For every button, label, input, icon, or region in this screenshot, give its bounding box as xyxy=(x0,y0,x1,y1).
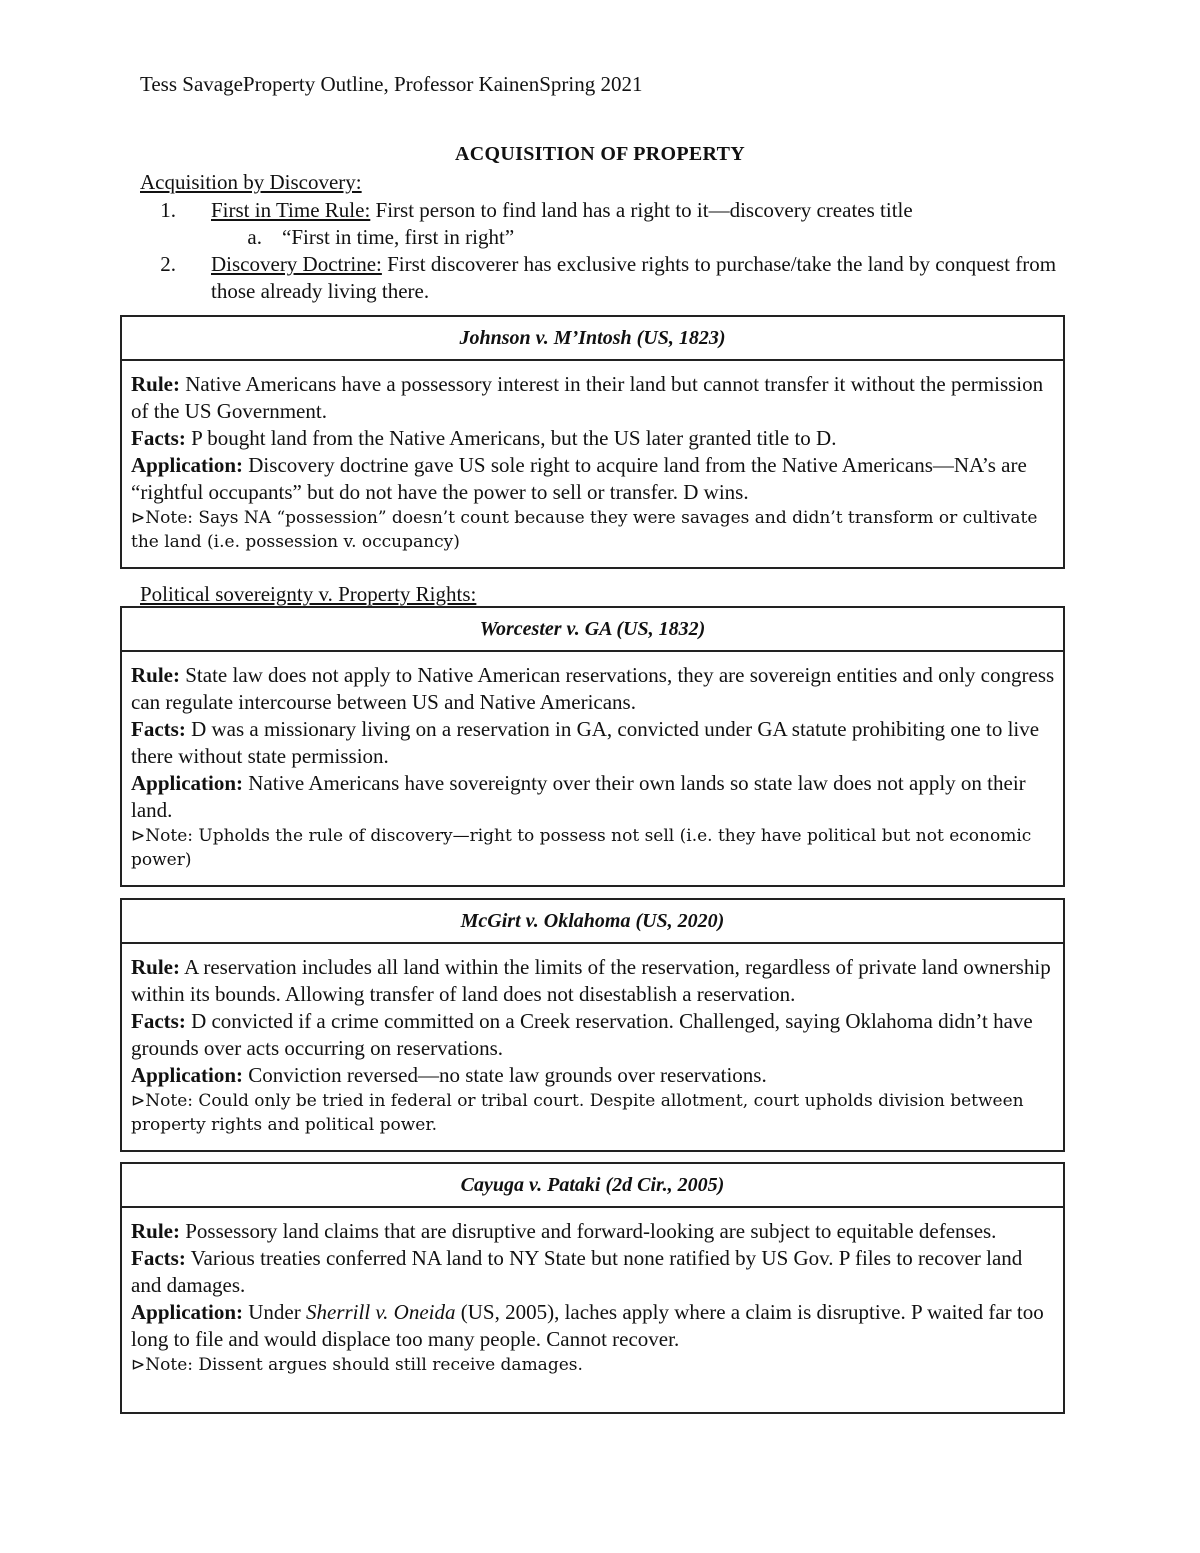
application-text-post: (US, 2005), laches apply where a claim is disruptive. P waited far too long to file and would displace too many people. Cannot recover. xyxy=(131,1300,1044,1351)
facts-text: D convicted if a crime committed on a Creek reservation. Challenged, saying Oklahoma didn’t have grounds over acts occurring on reservations. xyxy=(131,1009,1033,1060)
case-note xyxy=(131,506,1055,554)
note-text: Note: Could only be tried in federal or tribal court. Despite allotment, court upholds division between property rights and political power. xyxy=(131,1091,1024,1135)
note-marker-icon: ⊳ xyxy=(131,1355,146,1375)
case-rule xyxy=(131,1218,1055,1245)
rule-text: State law does not apply to Native American reservations, they are sovereign entities and only congress can regulate intercourse between US and Native Americans. xyxy=(131,663,1055,714)
sovereignty-section-label: Political sovereignty v. Property Rights: xyxy=(140,582,477,606)
list-number: 2. xyxy=(160,252,176,276)
discovery-section-label: Acquisition by Discovery: xyxy=(140,170,362,194)
rule-label: Rule: xyxy=(131,372,180,396)
list-item-text xyxy=(211,251,1060,305)
facts-label: Facts: xyxy=(131,1009,186,1033)
case-facts xyxy=(131,425,1055,452)
case-rule xyxy=(131,662,1055,716)
note-marker-icon: ⊳ xyxy=(131,1091,146,1111)
case-body xyxy=(122,361,1063,562)
application-text: Discovery doctrine gave US sole right to acquire land from the Native Americans—NA’s are “rightful occupants” but do not have the power to sell or transfer. D wins. xyxy=(131,453,1027,504)
header-course: Property Outline, Professor Kainen xyxy=(242,72,540,96)
note-marker-icon: ⊳ xyxy=(131,826,146,846)
case-facts xyxy=(131,1245,1055,1299)
case-rule xyxy=(131,371,1055,425)
application-text: Native Americans have sovereignty over their own lands so state law does not apply on their land. xyxy=(131,771,1026,822)
application-text: Conviction reversed—no state law grounds over reservations. xyxy=(243,1063,767,1087)
case-body xyxy=(122,944,1063,1145)
rule-text: Possessory land claims that are disruptive and forward-looking are subject to equitable defenses. xyxy=(180,1219,997,1243)
discovery-list xyxy=(140,197,1060,305)
rule-label: Rule: xyxy=(131,955,180,979)
case-note xyxy=(131,1353,1055,1377)
application-label: Application: xyxy=(131,1300,244,1324)
list-description: First person to find land has a right to it—discovery creates title xyxy=(370,198,913,222)
case-box-johnson xyxy=(120,315,1065,569)
facts-text: Various treaties conferred NA land to NY State but none ratified by US Gov. P files to recover land and damages. xyxy=(131,1246,1023,1297)
case-title: Johnson v. M’Intosh (US, 1823) xyxy=(122,317,1063,361)
header-author: Tess Savage xyxy=(140,72,243,96)
application-text-pre: Under xyxy=(243,1300,306,1324)
list-item xyxy=(140,251,1060,305)
facts-label: Facts: xyxy=(131,426,186,450)
case-rule xyxy=(131,954,1055,1008)
list-subitem-text: “First in time, first in right” xyxy=(282,225,515,249)
case-application xyxy=(131,1062,1055,1089)
case-application xyxy=(131,452,1055,506)
list-item-text xyxy=(211,197,913,224)
case-facts xyxy=(131,716,1055,770)
facts-text: D was a missionary living on a reservation in GA, convicted under GA statute prohibiting one to live there without state permission. xyxy=(131,717,1040,768)
list-number: 1. xyxy=(160,198,176,222)
rule-text: Native Americans have a possessory interest in their land but cannot transfer it without the permission of the US Government. xyxy=(131,372,1044,423)
page-header xyxy=(140,72,642,97)
case-facts xyxy=(131,1008,1055,1062)
case-box-worcester xyxy=(120,606,1065,887)
facts-label: Facts: xyxy=(131,717,186,741)
case-note xyxy=(131,1089,1055,1137)
application-label: Application: xyxy=(131,453,244,477)
rule-label: Rule: xyxy=(131,663,180,687)
list-description: First discoverer has exclusive rights to purchase/take the land by conquest from those already living there. xyxy=(211,252,1057,303)
rule-label: Rule: xyxy=(131,1219,180,1243)
list-term: First in Time Rule: xyxy=(211,198,371,222)
case-title: McGirt v. Oklahoma (US, 2020) xyxy=(122,900,1063,944)
note-text: Note: Dissent argues should still receive damages. xyxy=(145,1355,583,1375)
document-title: ACQUISITION OF PROPERTY xyxy=(455,143,745,165)
application-label: Application: xyxy=(131,1063,244,1087)
list-term: Discovery Doctrine: xyxy=(211,252,382,276)
facts-text: P bought land from the Native Americans, but the US later granted title to D. xyxy=(185,426,837,450)
case-title: Cayuga v. Pataki (2d Cir., 2005) xyxy=(122,1164,1063,1208)
header-term: Spring 2021 xyxy=(539,72,643,96)
case-application xyxy=(131,1299,1055,1353)
list-subitem xyxy=(140,224,1060,251)
case-box-mcgirt xyxy=(120,898,1065,1152)
application-label: Application: xyxy=(131,771,244,795)
list-item xyxy=(140,197,1060,224)
note-text: Note: Says NA “possession” doesn’t count because they were savages and didn’t transform or cultivate the land (i.e. possession v. occupancy) xyxy=(131,508,1038,552)
facts-label: Facts: xyxy=(131,1246,186,1270)
application-citation: Sherrill v. Oneida xyxy=(306,1300,456,1324)
rule-text: A reservation includes all land within the limits of the reservation, regardless of private land ownership within its bounds. Allowing transfer of land does not disestablish a reservation. xyxy=(131,955,1051,1006)
list-subnumber: a. xyxy=(247,225,262,249)
case-body xyxy=(122,652,1063,880)
case-box-cayuga xyxy=(120,1162,1065,1414)
case-title: Worcester v. GA (US, 1832) xyxy=(122,608,1063,652)
note-marker-icon: ⊳ xyxy=(131,508,146,528)
case-body xyxy=(122,1208,1063,1385)
case-note xyxy=(131,824,1055,872)
note-text: Note: Upholds the rule of discovery—right to possess not sell (i.e. they have political but not economic power) xyxy=(131,826,1032,870)
case-application xyxy=(131,770,1055,824)
